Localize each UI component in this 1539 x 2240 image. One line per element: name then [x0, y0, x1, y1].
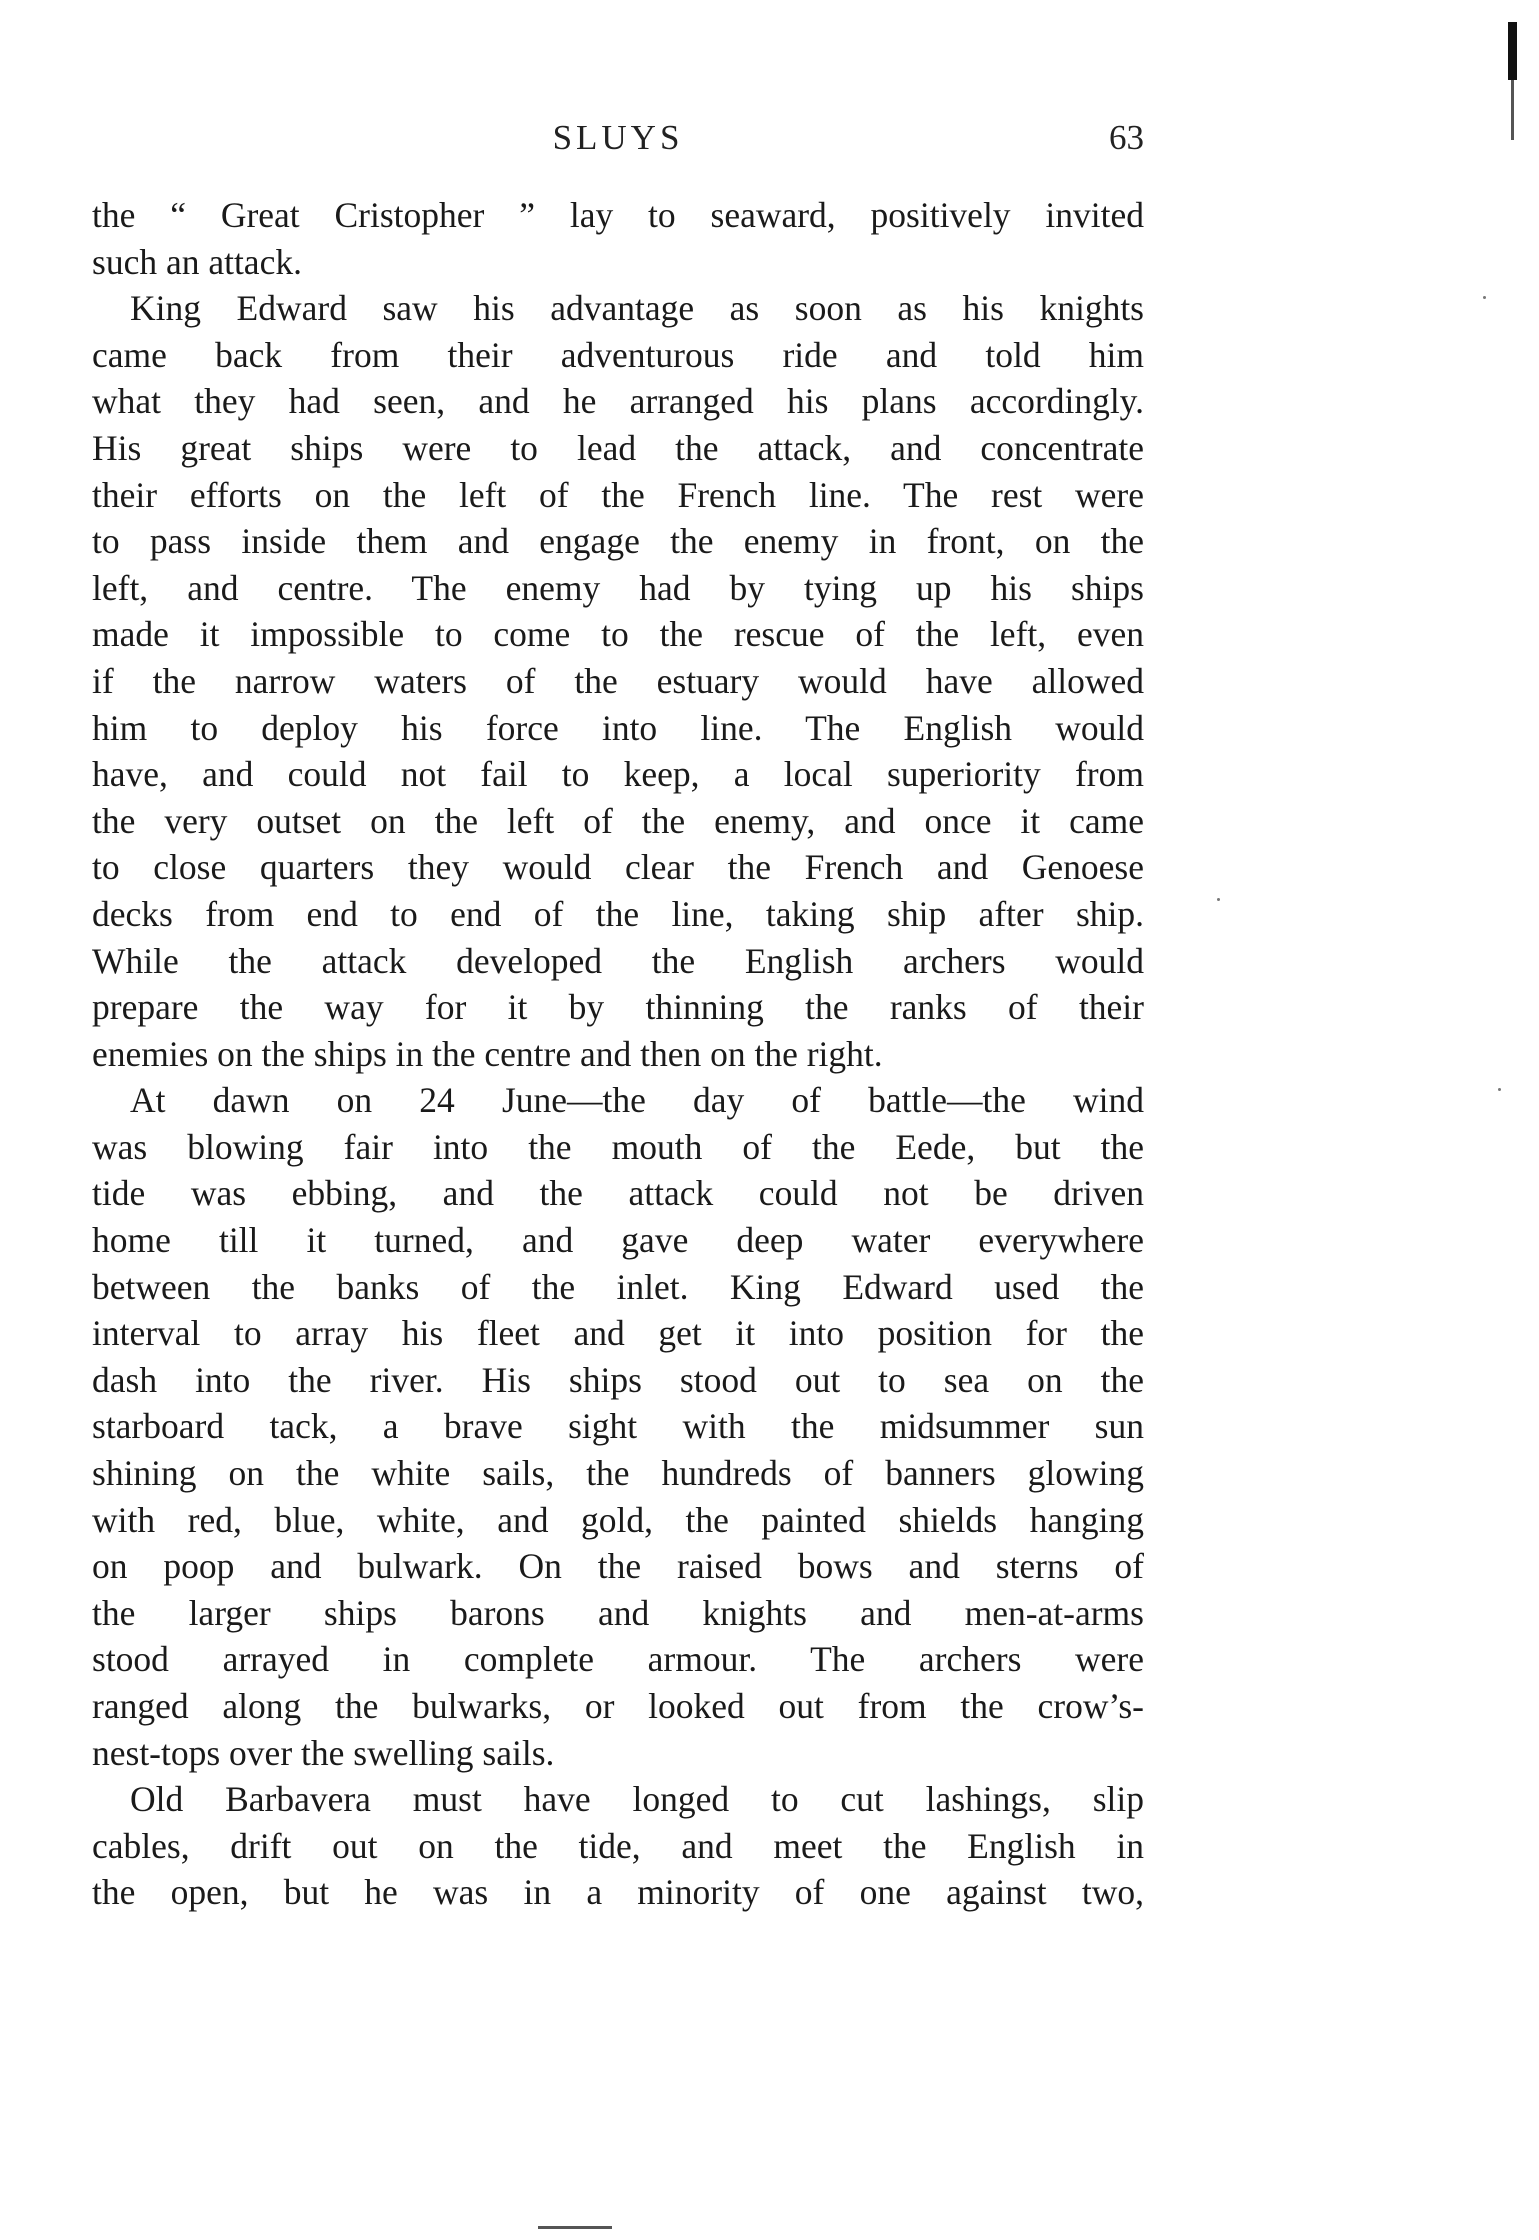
text-line: the larger ships barons and knights and men-at-arms [92, 1592, 1144, 1633]
text-line: with red, blue, white, and gold, the painted shields hanging [92, 1499, 1144, 1540]
paper-speck [1483, 296, 1486, 299]
text-line: decks from end to end of the line, taking ship after ship. [92, 893, 1144, 934]
text-line: left, and centre. The enemy had by tying up his ships [92, 567, 1144, 608]
text-line: was blowing fair into the mouth of the Eede, but the [92, 1126, 1144, 1167]
text-line: if the narrow waters of the estuary would have allowed [92, 660, 1144, 701]
text-line: home till it turned, and gave deep water everywhere [92, 1220, 1144, 1261]
page-edge-mark [1508, 22, 1517, 80]
text-line: the very outset on the left of the enemy, and once it came [92, 800, 1144, 841]
text-line: prepare the way for it by thinning the ranks of their [92, 987, 1144, 1028]
text-line: Old Barbavera must have longed to cut lashings, slip [130, 1779, 1144, 1820]
text-line: came back from their adventurous ride and told him [92, 334, 1144, 375]
text-line: enemies on the ships in the centre and then on the right. [92, 1033, 883, 1074]
text-line: dash into the river. His ships stood out to sea on the [92, 1359, 1144, 1400]
text-line: shining on the white sails, the hundreds of banners glowing [92, 1453, 1144, 1494]
text-line: stood arrayed in complete armour. The archers were [92, 1639, 1144, 1680]
text-line: tide was ebbing, and the attack could not be driven [92, 1173, 1144, 1214]
text-line: the “ Great Cristopher ” lay to seaward, positively invited [92, 195, 1144, 235]
text-line: starboard tack, a brave sight with the midsummer sun [92, 1406, 1144, 1447]
bottom-rule [538, 2226, 612, 2229]
paper-speck [1217, 898, 1220, 901]
text-line: their efforts on the left of the French line. The rest were [92, 474, 1144, 515]
text-line: cables, drift out on the tide, and meet the English in [92, 1825, 1144, 1866]
text-line: to close quarters they would clear the French and Genoese [92, 847, 1144, 888]
text-line: on poop and bulwark. On the raised bows and sterns of [92, 1546, 1144, 1587]
text-line: At dawn on 24 June—the day of battle—the wind [130, 1080, 1144, 1121]
text-line: While the attack developed the English archers would [92, 940, 1144, 981]
running-title: SLUYS [552, 118, 684, 157]
body-text [92, 192, 1144, 1916]
text-line: him to deploy his force into line. The English would [92, 707, 1144, 748]
text-line: nest-tops over the swelling sails. [92, 1732, 555, 1773]
text-line: such an attack. [92, 241, 302, 282]
page-edge-mark [1511, 80, 1514, 140]
text-line: what they had seen, and he arranged his plans accordingly. [92, 381, 1144, 422]
page-number: 63 [1109, 118, 1144, 157]
text-line: the open, but he was in a minority of one against two, [92, 1872, 1144, 1913]
text-line: King Edward saw his advantage as soon as his knights [130, 288, 1144, 329]
text-line: to pass inside them and engage the enemy in front, on the [92, 521, 1144, 562]
text-line: made it impossible to come to the rescue of the left, even [92, 614, 1144, 655]
text-line: ranged along the bulwarks, or looked out from the crow’s- [92, 1686, 1144, 1726]
text-line: have, and could not fail to keep, a local superiority from [92, 754, 1144, 795]
text-line: between the banks of the inlet. King Edward used the [92, 1266, 1144, 1307]
running-head [92, 118, 1144, 168]
text-line: His great ships were to lead the attack, and concentrate [92, 427, 1144, 468]
paper-speck [1498, 1088, 1501, 1091]
text-line: interval to array his fleet and get it into position for the [92, 1313, 1144, 1354]
